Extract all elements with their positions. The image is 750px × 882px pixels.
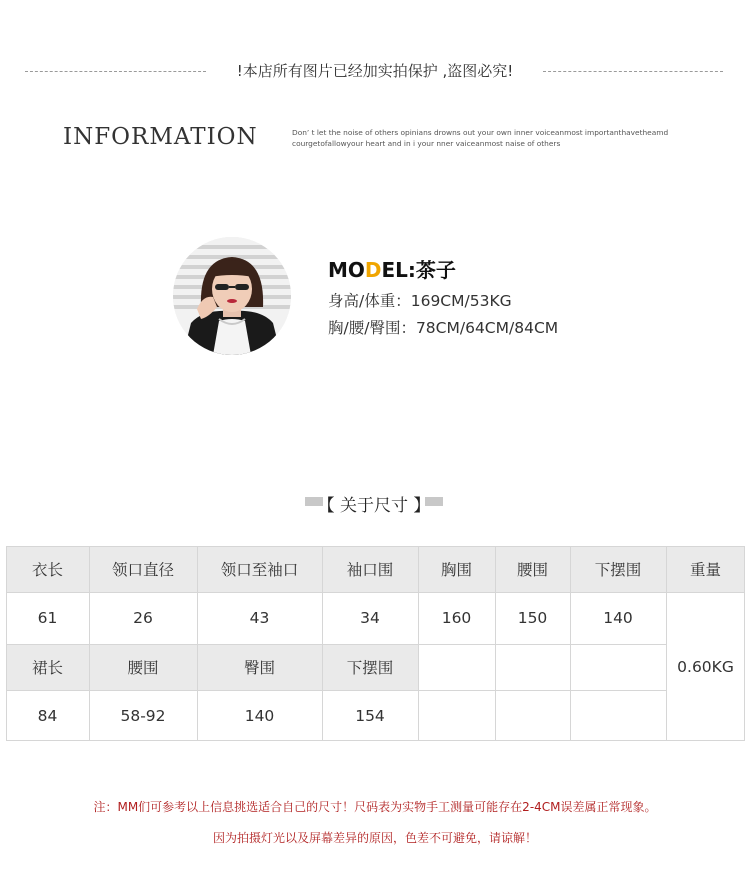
table-value-cell: 58-92 bbox=[120, 706, 166, 725]
table-value-cell: 43 bbox=[249, 609, 270, 627]
table-value-cell: 84 bbox=[37, 706, 58, 725]
table-header-cell: 臀围 bbox=[197, 644, 322, 690]
model-label-pre: MO bbox=[328, 258, 365, 282]
information-description-line1: Don’ t let the noise of others opinians drowns out your own inner voiceanmost importanthavetheamd bbox=[292, 128, 669, 137]
model-label-accent: D bbox=[364, 258, 382, 282]
color-note: 因为拍摄灯光以及屏幕差异的原因，色差不可避免，请谅解！ bbox=[212, 831, 537, 845]
table-header-cell: 腰围 bbox=[89, 644, 197, 690]
model-height-weight: 身高/体重：169CM/53KG bbox=[328, 292, 512, 310]
table-gridline bbox=[6, 546, 745, 547]
table-header-cell: 裙长 bbox=[6, 644, 89, 690]
table-gridline bbox=[6, 740, 745, 741]
size-section-header bbox=[305, 491, 443, 516]
table-empty-cell bbox=[418, 690, 495, 741]
model-title bbox=[328, 254, 456, 283]
table-gridline bbox=[666, 546, 667, 741]
weight-value-cell: 0.60KG bbox=[677, 657, 734, 676]
table-empty-cell bbox=[418, 644, 495, 690]
table-header-cell: 袖口围 bbox=[322, 546, 418, 592]
table-value-cell: 140 bbox=[603, 609, 633, 627]
size-section-title: 【 关于尺寸 】 bbox=[317, 496, 431, 516]
table-header-cell: 重量 bbox=[666, 546, 745, 592]
model-measurements: 胸/腰/臀围：78CM/64CM/84CM bbox=[328, 319, 559, 337]
model-label-post: EL: bbox=[381, 258, 416, 282]
table-gridline bbox=[6, 592, 745, 593]
table-empty-cell bbox=[495, 644, 570, 690]
size-note: 注：MM们可参考以上信息挑选适合自己的尺寸！尺码表为实物手工测量可能存在2-4CM误差属正常现象。 bbox=[93, 800, 657, 814]
information-title: INFORMATION bbox=[63, 124, 258, 150]
table-empty-cell bbox=[495, 690, 570, 741]
size-table bbox=[6, 546, 745, 741]
table-header-cell: 腰围 bbox=[495, 546, 570, 592]
model-name: 茶子 bbox=[415, 258, 456, 282]
model-avatar bbox=[173, 237, 291, 355]
table-header-cell: 下摆围 bbox=[570, 546, 666, 592]
table-empty-cell bbox=[570, 690, 666, 741]
notice-divider-right bbox=[543, 71, 723, 72]
table-header-cell: 下摆围 bbox=[322, 644, 418, 690]
table-value-cell: 154 bbox=[355, 706, 385, 725]
table-empty-cell bbox=[570, 644, 666, 690]
table-header-cell: 胸围 bbox=[418, 546, 495, 592]
table-value-cell: 160 bbox=[441, 609, 472, 627]
table-value-cell: 61 bbox=[37, 609, 58, 627]
copyright-notice: !本店所有图片已经加实拍保护 ,盗图必究! bbox=[236, 62, 514, 80]
table-header-cell: 领口直径 bbox=[89, 546, 197, 592]
table-gridline bbox=[6, 690, 666, 691]
table-value-cell: 26 bbox=[133, 609, 153, 627]
table-header-cell: 衣长 bbox=[6, 546, 89, 592]
notice-divider-left bbox=[25, 71, 206, 72]
table-gridline bbox=[744, 546, 745, 741]
table-value-cell: 140 bbox=[244, 706, 275, 725]
table-value-cell: 150 bbox=[517, 609, 548, 627]
table-header-cell: 领口至袖口 bbox=[197, 546, 322, 592]
table-gridline bbox=[6, 644, 666, 645]
table-value-cell: 34 bbox=[360, 609, 380, 627]
model-photo bbox=[173, 237, 291, 355]
information-description-line2: courgetofallowyour heart and in i your nner vaiceanmost naise of others bbox=[292, 139, 561, 148]
